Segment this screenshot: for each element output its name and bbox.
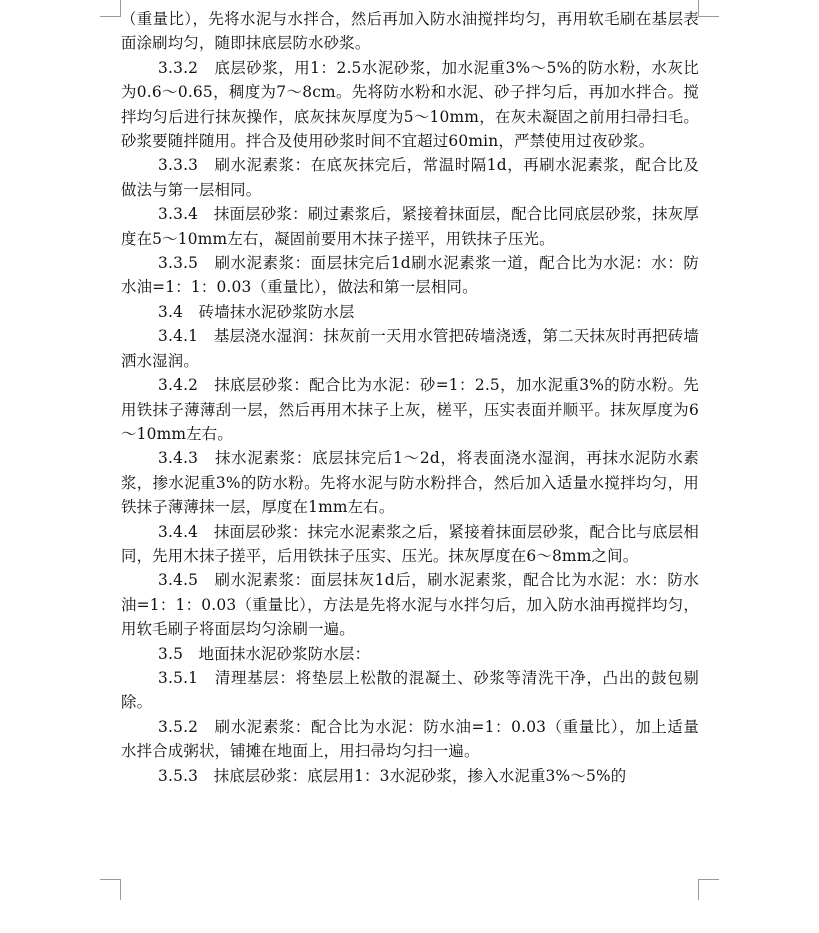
paragraph-continuation: （重量比），先将水泥与水拌合，然后再加入防水油搅拌均匀，再用软毛刷在基层表面涂刷均匀，随即抹底层防水砂浆。 bbox=[121, 10, 699, 53]
paragraph-3-3-2: 3.3.2 底层砂浆，用1：2.5水泥砂浆，加水泥重3%～5%的防水粉，水灰比为0.6～0.65，稠度为7～8cm。先将防水粉和水泥、砂子拌匀后，再加水拌合。搅拌均匀后进行抹灰操作，底灰抹灰厚度为5～10mm，在灰未凝固之前用扫帚扫毛。砂浆要随拌随用。拌合及使用砂浆时间不宜超过60min，严禁使用过夜砂浆。 bbox=[121, 58, 699, 151]
paragraph-3-3-5: 3.3.5 刷水泥素浆：面层抹完后1d刷水泥素浆一道，配合比为水泥：水：防水油=1：1：0.03（重量比），做法和第一层相同。 bbox=[121, 254, 699, 297]
paragraph-3-5-1: 3.5.1 清理基层：将垫层上松散的混凝土、砂浆等清洗干净，凸出的鼓包剔除。 bbox=[121, 668, 699, 712]
crop-mark-bottom-left bbox=[100, 879, 121, 900]
paragraph-3-3-3: 3.3.3 刷水泥素浆：在底灰抹完后，常温时隔1d，再刷水泥素浆，配合比及做法与第一层相同。 bbox=[121, 156, 699, 199]
paragraph-3-4-3: 3.4.3 抹水泥素浆：底层抹完后1～2d，将表面浇水湿润，再抹水泥防水素浆，掺水泥重3%的防水粉。先将水泥与防水粉拌合，然后加入适量水搅拌均匀，用铁抹子薄薄抹一层，厚度在1mm左右。 bbox=[121, 449, 699, 517]
paragraph-3-3-4: 3.3.4 抹面层砂浆：刷过素浆后，紧接着抹面层，配合比同底层砂浆，抹灰厚度在5～10mm左右，凝固前要用木抹子搓平，用铁抹子压光。 bbox=[121, 205, 699, 248]
paragraph-3-4-4: 3.4.4 抹面层砂浆：抹完水泥素浆之后，紧接着抹面层砂浆，配合比与底层相同，先用木抹子搓平，后用铁抹子压实、压光。抹灰厚度在6～8mm之间。 bbox=[121, 522, 699, 565]
crop-mark-bottom-right bbox=[698, 879, 719, 900]
crop-mark-top-left bbox=[100, 0, 121, 17]
heading-3-5: 3.5 地面抹水泥砂浆防水层： bbox=[158, 644, 371, 663]
crop-mark-top-right bbox=[698, 0, 719, 17]
document-body bbox=[121, 7, 699, 788]
paragraph-3-5-3: 3.5.3 抹底层砂浆：底层用1：3水泥砂浆，掺入水泥重3%～5%的 bbox=[158, 766, 627, 785]
paragraph-3-4-5: 3.4.5 刷水泥素浆：面层抹灰1d后，刷水泥素浆，配合比为水泥：水：防水油=1：1：0.03（重量比），方法是先将水泥与水拌匀后，加入防水油再搅拌均匀，用软毛刷子将面层均匀涂刷一遍。 bbox=[121, 571, 699, 639]
heading-3-4: 3.4 砖墙抹水泥砂浆防水层 bbox=[158, 302, 355, 321]
paragraph-3-4-1: 3.4.1 基层浇水湿润：抹灰前一天用水管把砖墙浇透，第二天抹灰时再把砖墙洒水湿润。 bbox=[121, 327, 699, 370]
paragraph-3-5-2: 3.5.2 刷水泥素浆：配合比为水泥：防水油=1：0.03（重量比），加上适量水拌合成粥状，铺摊在地面上，用扫帚均匀扫一遍。 bbox=[121, 717, 699, 761]
paragraph-3-4-2: 3.4.2 抹底层砂浆：配合比为水泥：砂=1：2.5，加水泥重3%的防水粉。先用铁抹子薄薄刮一层，然后再用木抹子上灰，槎平，压实表面并顺平。抹灰厚度为6～10mm左右。 bbox=[121, 376, 699, 443]
